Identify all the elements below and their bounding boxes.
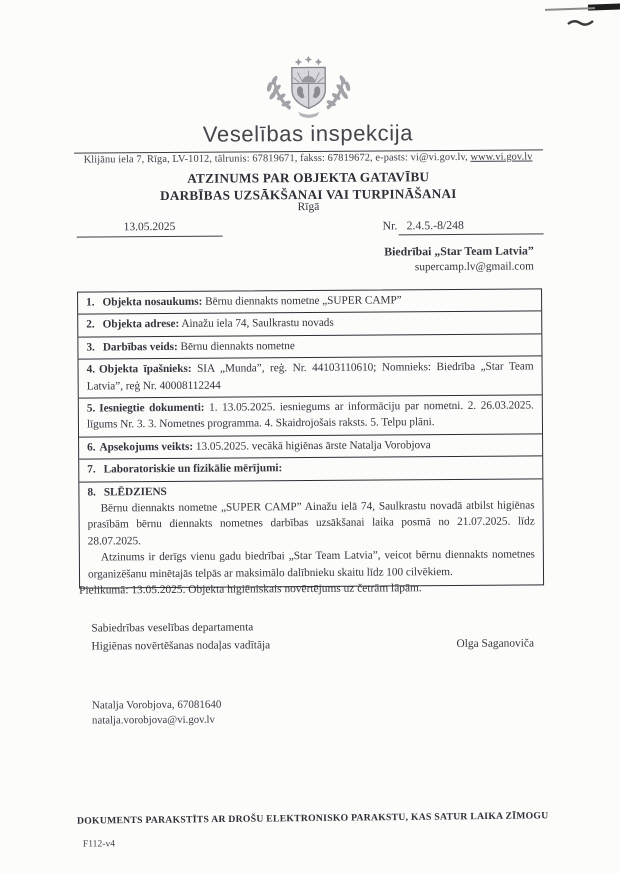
conclusion-paragraph-2: Atzinums ir derīgs vienu gadu biedrībai „Star Team Latvia”, veicot bērnu diennakts nometnes organizēšanu minētajās telpās ar maksimālo dalībnieku skaitu līdz 100 cilvēkiem.: [87, 548, 535, 581]
row-number: 5.: [86, 402, 96, 415]
row-label: Apsekojums veikts:: [99, 440, 194, 454]
table-row-6: [79, 433, 542, 459]
row-label: Laboratoriskie un fizikālie mērījumi:: [103, 462, 283, 476]
table-row-2: [78, 311, 541, 337]
row-number: 7.: [87, 463, 96, 476]
title-line-2: DARBĪBAS UZSĀKŠANAI VAI TURPINĀŠANAI: [159, 185, 457, 203]
row-label: Iesniegtie dokumenti:: [99, 401, 205, 415]
signature-dept-line-1: Sabiedrības veselības departamenta: [91, 621, 254, 635]
website-link: www.vi.gov.lv: [470, 151, 533, 163]
date-number-row: [77, 217, 544, 240]
row-label: Objekta nosaukums:: [102, 295, 203, 309]
date-underline: [77, 236, 223, 238]
attachment-note: Pielikumā: 13.05.2025. Objekta higiēniskais novērtējums uz četrām lāpām.: [79, 582, 422, 597]
address-text: Klijānu iela 7, Rīga, LV-1012, tālrunis: 67819671, fakss: 67819672, e-pasts: vi@vi.gov.lv,: [83, 151, 468, 166]
document-date: 13.05.2025: [123, 220, 176, 234]
table-row-4: [78, 356, 541, 398]
org-name: Veselības inspekcija: [202, 120, 414, 147]
conclusion-paragraph-1: Bērnu diennakts nometne „SUPER CAMP” Ainažu ielā 74, Saulkrastu novadā atbilst higiēnas prasībām bērnu diennakts nometnes darbības uzsākšanai laika posmā no 21.07.2025. līdz 28.07.2025.: [87, 499, 535, 548]
row-label: Objekta adrese:: [102, 318, 180, 331]
latvia-coat-of-arms-icon: [249, 55, 367, 126]
signer-name: Olga Saganoviča: [456, 637, 535, 650]
document-number: 2.4.5.-8/248: [406, 217, 464, 233]
recipient-email: supercamp.lv@gmail.com: [414, 260, 534, 274]
row-number: 6.: [87, 441, 96, 454]
row-value: SIA „Munda”, reģ. Nr. 44103110610; Nomnieks: Biedrība „Star Team Latvia”, reģ Nr. 40008112244: [86, 360, 534, 393]
row-number: 3.: [86, 341, 95, 354]
number-underline: [399, 233, 544, 235]
row-value: Ainažu iela 74, Saulkrastu novads: [181, 317, 334, 331]
form-code: F112-v4: [82, 838, 116, 850]
contact-email: natalja.vorobjova@vi.gov.lv: [91, 713, 215, 727]
row-number: 4.: [86, 363, 95, 376]
title-line-1: ATZINUMS PAR OBJEKTA GATAVĪBU: [187, 169, 430, 186]
table-row-3: [78, 333, 541, 359]
object-details-table: [77, 288, 544, 588]
row-value: 1. 13.05.2025. iesniegums ar informāciju par nometni. 2. 26.03.2025. līgums Nr. 3. 3. Nometnes programma. 4. Skaidrojošais raksts. 5. Telpu plāni.: [86, 399, 534, 431]
row-number: 1.: [86, 296, 95, 309]
e-signature-statement: DOKUMENTS PARAKSTĪTS AR DROŠU ELEKTRONISKO PARAKSTU, KAS SATUR LAIKA ZĪMOGU: [76, 810, 549, 827]
signature-dept-line-2: Higiēnas novērtēšanas nodaļas vadītāja: [91, 639, 271, 653]
row-label: Objekta īpašnieks:: [98, 363, 192, 376]
row-value: Bērnu diennakts nometne „SUPER CAMP”: [205, 294, 402, 308]
row-number: 2.: [86, 318, 95, 331]
table-row-5: [79, 394, 542, 436]
number-label: Nr.: [382, 218, 398, 233]
contact-name-phone: Natalja Vorobjova, 67081640: [91, 698, 222, 712]
table-row-8-conclusion: [79, 478, 543, 588]
recipient-block: [199, 242, 534, 276]
recipient-name: Biedrībai „Star Team Latvia”: [384, 243, 534, 259]
row-value: 13.05.2025. vecākā higiēnas ārste Natalja Vorobjova: [195, 439, 431, 453]
document-place: Rīgā: [297, 200, 320, 214]
table-row-7: [79, 456, 542, 482]
row-label: Darbības veids:: [102, 340, 178, 354]
row-value: Bērnu diennakts nometne: [180, 339, 295, 353]
row-label: SLĒDZIENS: [103, 485, 167, 499]
row-number: 8.: [87, 486, 96, 499]
